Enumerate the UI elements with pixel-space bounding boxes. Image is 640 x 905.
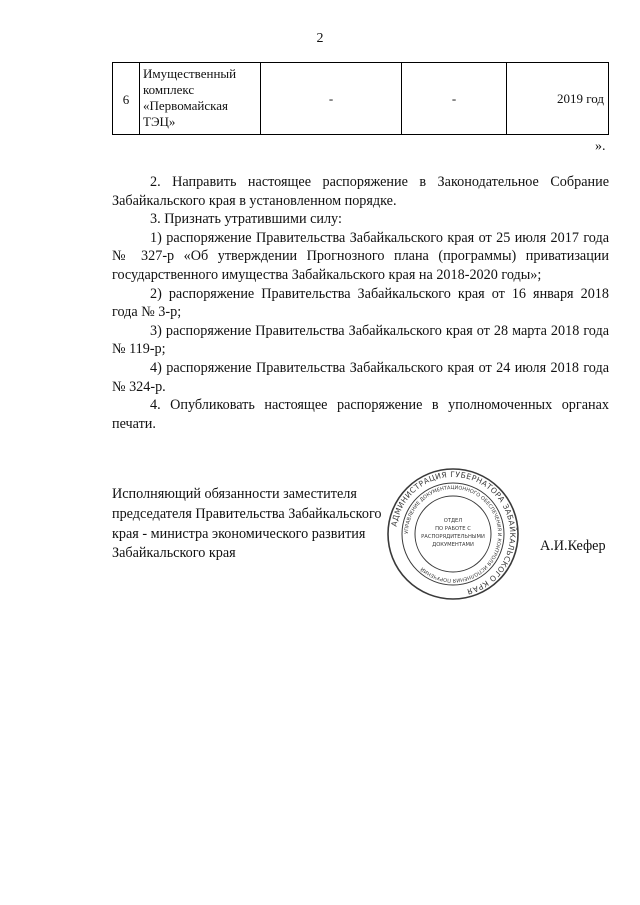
stamp-inner-text: УПРАВЛЕНИЕ ДОКУМЕНТАЦИОННОГО ОБЕСПЕЧЕНИЯ И КОНТРОЛЯ ИСПОЛНЕНИЯ ПОРУЧЕНИЙ <box>403 484 503 584</box>
signatory-title-line: края - министра экономического развития <box>112 525 366 542</box>
signatory-name: А.И.Кефер <box>540 538 606 554</box>
table-row <box>113 63 609 135</box>
property-name-line: ТЭЦ» <box>143 114 176 129</box>
signatory-title-line: Исполняющий обязанности заместителя <box>112 486 357 502</box>
paragraph: 4) распоряжение Правительства Забайкальского края от 24 июля 2018 года № 324-р. <box>112 359 609 395</box>
signature-block <box>112 485 402 564</box>
paragraph: 3. Признать утратившими силу: <box>150 211 342 228</box>
paragraph: 1) распоряжение Правительства Забайкальского края от 25 июля 2017 года № 327-р «Об утверждении Прогнозного плана (программы) приватизации государственного имущества Забайкальского края на 2018-2020 годы»; <box>112 229 609 283</box>
year-cell: 2019 год <box>507 63 609 135</box>
paragraph: 2) распоряжение Правительства Забайкальского края от 16 января 2018 года № 3-р; <box>112 285 609 321</box>
paragraph: 4. Опубликовать настоящее распоряжение в уполномоченных органах печати. <box>112 397 609 432</box>
stamp-center-line: ПО РАБОТЕ С <box>435 526 471 532</box>
row-number-cell: 6 <box>113 63 140 135</box>
document-body <box>112 173 609 433</box>
official-stamp <box>386 467 520 601</box>
stamp-outer-text: АДМИНИСТРАЦИЯ ГУБЕРНАТОРА ЗАБАЙКАЛЬСКОГО КРАЯ <box>389 469 518 597</box>
closing-quote: ». <box>595 139 606 154</box>
stamp-center-line: РАСПОРЯДИТЕЛЬНЫМИ <box>421 534 485 540</box>
privatization-table <box>112 62 609 135</box>
page-number: 2 <box>316 31 324 46</box>
dash-cell: - <box>261 63 402 135</box>
paragraph: 3) распоряжение Правительства Забайкальского края от 28 марта 2018 года № 119-р; <box>112 322 609 358</box>
property-name-line: комплекс <box>143 82 195 97</box>
stamp-center-line: ДОКУМЕНТАМИ <box>432 542 474 548</box>
property-name-line: Имущественный <box>143 66 237 81</box>
paragraph: 2. Направить настоящее распоряжение в Законодательное Собрание Забайкальского края в установленном порядке. <box>112 174 609 209</box>
signatory-title-line: Забайкальского края <box>112 545 236 562</box>
signatory-title-line: председателя Правительства Забайкальского <box>112 505 382 522</box>
property-name-line: «Первомайская <box>143 98 228 113</box>
dash-cell: - <box>402 63 507 135</box>
property-name-cell <box>140 63 261 135</box>
stamp-center-line: ОТДЕЛ <box>443 518 463 524</box>
